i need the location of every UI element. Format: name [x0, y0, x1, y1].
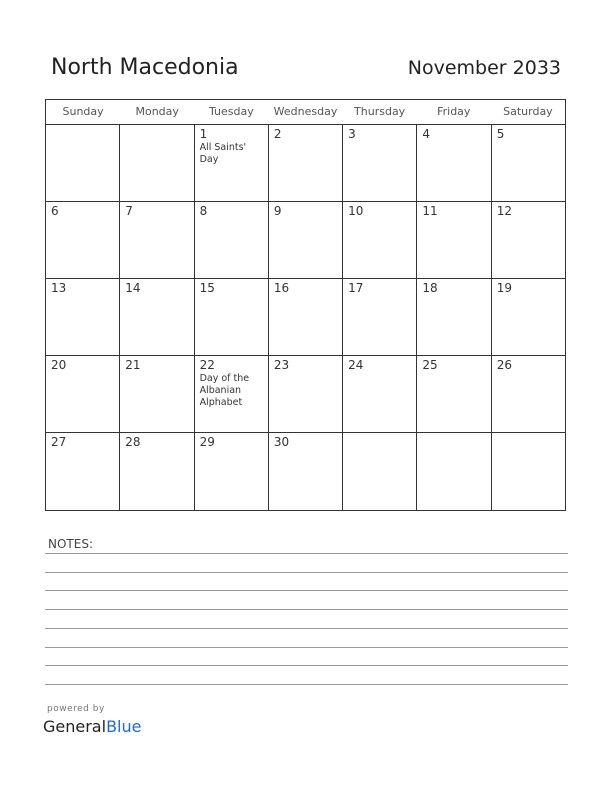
day-cell [268, 356, 342, 432]
day-cell [268, 279, 342, 355]
day-cell [194, 125, 268, 201]
day-cell [119, 356, 193, 432]
day-number: 7 [125, 204, 133, 218]
day-number: 10 [348, 204, 364, 218]
day-number: 22 [199, 358, 215, 372]
brand-blue: Blue [106, 717, 142, 736]
holiday-label: Day of the Albanian Alphabet [199, 373, 250, 408]
day-number: 23 [273, 358, 290, 372]
weekday-thursday: Thursday [354, 105, 406, 118]
note-line [45, 609, 568, 610]
day-number: 1 [199, 127, 208, 141]
brand-general: General [43, 717, 107, 736]
day-number: 30 [273, 435, 290, 449]
week-row-3 [46, 279, 565, 356]
day-cell [268, 125, 342, 201]
day-number: 5 [496, 127, 505, 141]
day-cell [119, 279, 193, 355]
calendar-grid [45, 99, 566, 511]
note-line [45, 553, 568, 554]
day-number: 19 [496, 281, 512, 295]
note-line [45, 684, 568, 685]
day-cell [46, 356, 119, 432]
day-number: 28 [125, 435, 141, 449]
day-cell [46, 433, 119, 510]
day-number: 4 [422, 127, 431, 141]
weekday-tuesday: Tuesday [208, 105, 254, 118]
day-cell [342, 125, 416, 201]
weekday-monday: Monday [135, 105, 179, 118]
day-number: 2 [273, 127, 282, 141]
day-cell [194, 279, 268, 355]
day-number: 13 [51, 281, 67, 295]
week-row-1 [46, 125, 565, 202]
day-cell [194, 356, 268, 432]
day-number: 9 [273, 204, 282, 218]
day-cell [46, 202, 119, 278]
day-cell [119, 125, 193, 201]
day-cell [342, 433, 416, 510]
day-number: 16 [273, 281, 290, 295]
day-cell [491, 125, 565, 201]
day-number: 17 [348, 281, 364, 295]
day-cell [194, 433, 268, 510]
day-cell [491, 279, 565, 355]
weekday-friday: Friday [437, 105, 471, 118]
day-number: 20 [51, 358, 67, 372]
day-cell [268, 202, 342, 278]
note-line [45, 572, 568, 573]
weekday-wednesday: Wednesday [273, 105, 338, 118]
day-cell [342, 279, 416, 355]
note-line [45, 665, 568, 666]
day-number: 26 [496, 358, 512, 372]
weekday-header-row [46, 100, 565, 125]
notes-label: NOTES: [48, 537, 93, 551]
month-title: November 2033 [407, 57, 561, 79]
note-line [45, 647, 568, 648]
day-number: 18 [422, 281, 438, 295]
day-cell [416, 202, 490, 278]
day-cell [416, 125, 490, 201]
day-cell [46, 125, 119, 201]
week-row-4 [46, 356, 565, 433]
day-number: 27 [51, 435, 67, 449]
day-cell [491, 356, 565, 432]
day-number: 3 [348, 127, 356, 141]
week-row-5 [46, 433, 565, 510]
country-title: North Macedonia [51, 55, 239, 80]
holiday-label: All Saints' Day [199, 142, 247, 165]
week-row-2 [46, 202, 565, 279]
day-number: 11 [422, 204, 438, 218]
weekday-sunday: Sunday [62, 105, 104, 118]
day-cell [491, 202, 565, 278]
day-number: 25 [422, 358, 438, 372]
day-cell [416, 433, 490, 510]
day-number: 21 [125, 358, 141, 372]
day-cell [342, 356, 416, 432]
day-number: 12 [496, 204, 512, 218]
day-number: 14 [125, 281, 141, 295]
note-line [45, 628, 568, 629]
day-number: 6 [51, 204, 59, 218]
day-cell [416, 279, 490, 355]
day-cell [491, 433, 565, 510]
day-cell [268, 433, 342, 510]
note-line [45, 590, 568, 591]
weekday-saturday: Saturday [503, 105, 553, 118]
day-number: 24 [348, 358, 364, 372]
powered-by-text: powered by [47, 704, 105, 714]
day-cell [46, 279, 119, 355]
day-number: 15 [199, 281, 215, 295]
day-cell [342, 202, 416, 278]
generalblue-logo [43, 717, 141, 736]
day-number: 29 [199, 435, 215, 449]
day-cell [119, 433, 193, 510]
day-number: 8 [199, 204, 208, 218]
day-cell [194, 202, 268, 278]
day-cell [119, 202, 193, 278]
day-cell [416, 356, 490, 432]
